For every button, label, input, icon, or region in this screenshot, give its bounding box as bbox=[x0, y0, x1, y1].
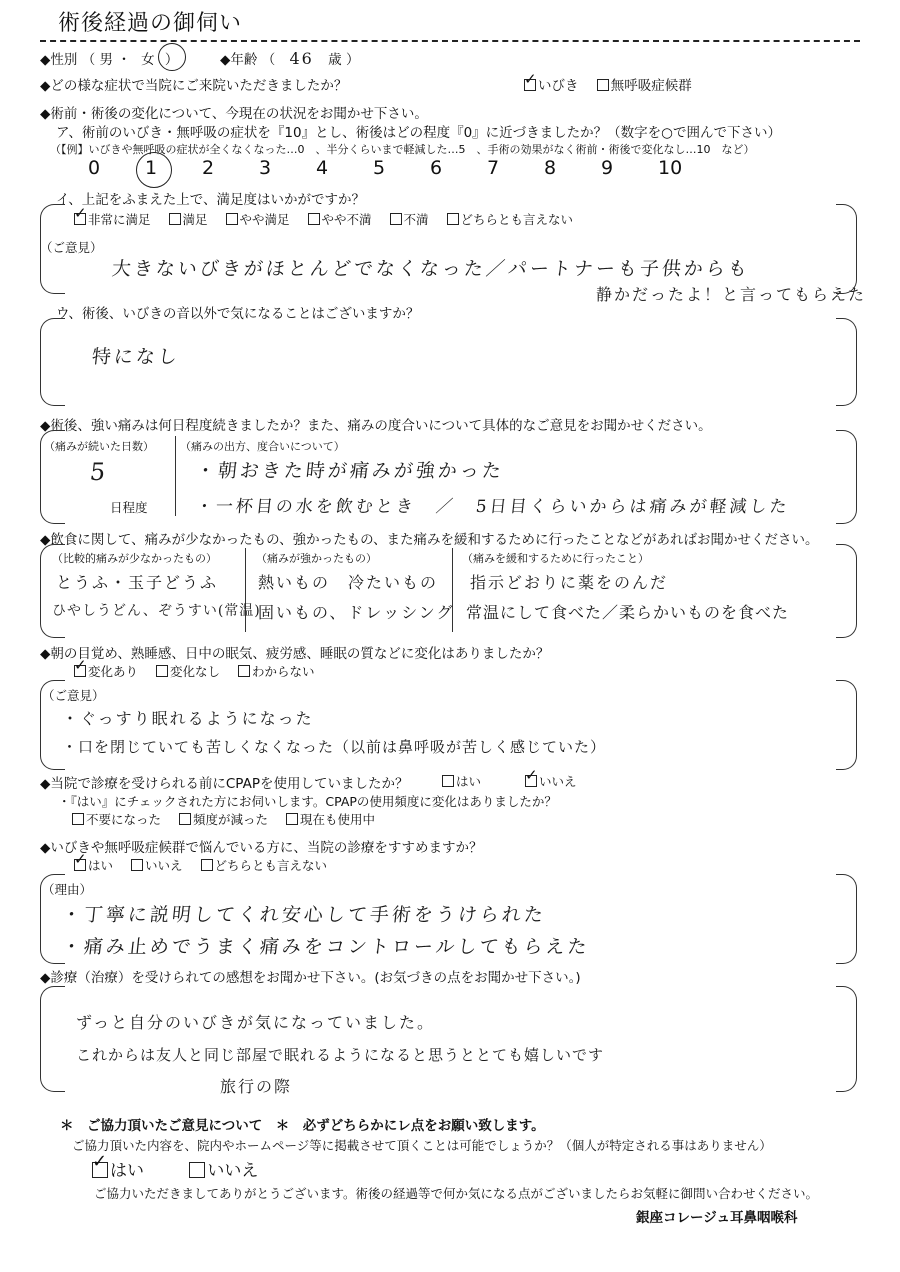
sex-field: ◆性別 （ 男 ・ 女 ） bbox=[40, 52, 179, 68]
symptom-question: ◆どの様な症状で当院にご来院いただきましたか？ bbox=[40, 78, 348, 94]
checkbox-icon[interactable] bbox=[74, 665, 86, 677]
change-example: （【例】いびきや無呼吸の症状が全くなくなった…0 、半分くらいまで軽減した…5 、手術の効果がなく術前・術後で変化なし…10 など） bbox=[50, 143, 755, 156]
checkbox-icon[interactable] bbox=[308, 213, 320, 225]
satisfaction-question: イ、上記をふまえた上で、満足度はいかがですか？ bbox=[56, 192, 366, 208]
recommend-bracket-right bbox=[836, 874, 857, 964]
satisfaction-options bbox=[74, 210, 587, 228]
cpap-sub-options bbox=[72, 810, 389, 828]
symptom-options bbox=[524, 74, 706, 94]
checkbox-icon[interactable] bbox=[238, 665, 250, 677]
food-col1-text-1[interactable]: とうふ・玉子どうふ bbox=[56, 573, 219, 592]
pain-bracket-right bbox=[836, 430, 857, 524]
checkbox-icon[interactable] bbox=[92, 1162, 108, 1178]
cpap-options bbox=[442, 772, 591, 790]
change-scale bbox=[88, 157, 715, 179]
checkbox-icon[interactable] bbox=[74, 859, 86, 871]
sex-option-male[interactable]: 男 bbox=[99, 52, 113, 68]
sleep-bracket-right bbox=[836, 680, 857, 770]
scale-9[interactable]: 9 bbox=[601, 157, 614, 179]
coop-options bbox=[92, 1156, 272, 1181]
checkbox-icon[interactable] bbox=[189, 1162, 205, 1178]
impression-text-2[interactable]: これからは友人と同じ部屋で眠れるようになると思うととても嬉しいです bbox=[76, 1046, 605, 1064]
satisfaction-bracket-right bbox=[836, 204, 857, 294]
recommend-option-neither[interactable]: どちらとも言えない bbox=[201, 856, 328, 874]
recommend-option-yes[interactable]: ✓はい bbox=[74, 856, 113, 874]
scale-0[interactable]: 0 bbox=[88, 157, 101, 179]
scale-1[interactable]: 1 bbox=[145, 157, 158, 179]
sleep-options bbox=[74, 662, 329, 680]
food-col3-text-2[interactable]: 常温にして食べた／柔らかいものを食べた bbox=[466, 603, 790, 622]
recommend-reason-text-1[interactable]: ・丁寧に説明してくれ安心して手術をうけられた bbox=[60, 904, 548, 926]
clinic-name: 銀座コレージュ耳鼻咽喉科 bbox=[636, 1210, 798, 1226]
change-header: ◆術前・術後の変化について、今現在の状況をお聞かせ下さい。 bbox=[40, 106, 428, 122]
food-col1-label: （比較的痛みが少なかったもの） bbox=[52, 552, 217, 565]
checkbox-icon[interactable] bbox=[156, 665, 168, 677]
coop-question: ご協力頂いた内容を、院内やホームページ等に掲載させて頂くことは可能でしょうか？（個人が特定される事はありません） bbox=[72, 1138, 772, 1153]
coop-option-no[interactable]: いいえ bbox=[189, 1156, 258, 1181]
other-concerns-question: ウ、術後、いびきの音以外で気になることはございますか？ bbox=[56, 306, 420, 322]
change-question-a: ア、術前のいびき・無呼吸の症状を『10』とし、術後はどの程度『0』に近づきましたか？（数字を○で囲んで下さい） bbox=[56, 125, 781, 141]
pain-detail-text-1[interactable]: ・朝おきた時が痛みが強かった bbox=[194, 460, 506, 482]
pain-column-divider bbox=[175, 436, 176, 516]
pain-question: ◆術後、強い痛みは何日程度続きましたか？また、痛みの度合いについて具体的なご意見をお聞かせください。 bbox=[40, 418, 712, 434]
cpap-sub-question: ・『はい』にチェックされた方にお伺いします。CPAPの使用頻度に変化はありましたか？ bbox=[58, 794, 557, 809]
satisfaction-option-satisfied[interactable]: 満足 bbox=[169, 210, 208, 228]
checkbox-icon[interactable] bbox=[524, 79, 536, 91]
food-col3-label: （痛みを緩和するために行ったこと） bbox=[462, 552, 649, 565]
scale-3[interactable]: 3 bbox=[259, 157, 272, 179]
food-col3-text-1[interactable]: 指示どおりに薬をのんだ bbox=[470, 573, 669, 592]
pain-detail-text-2[interactable]: ・一杯目の水を飲むとき ／ 5日目くらいからは痛みが軽減した bbox=[194, 497, 791, 517]
scale-8[interactable]: 8 bbox=[544, 157, 557, 179]
coop-title: ＊ ご協力頂いたご意見について ＊ 必ずどちらかにレ点をお願い致します。 bbox=[60, 1118, 545, 1134]
sleep-question: ◆朝の目覚め、熟睡感、日中の眠気、疲労感、睡眠の質などに変化はありましたか？ bbox=[40, 646, 550, 662]
scale-2[interactable]: 2 bbox=[202, 157, 215, 179]
checkbox-icon[interactable] bbox=[201, 859, 213, 871]
scale-6[interactable]: 6 bbox=[430, 157, 443, 179]
impression-text-insert[interactable]: 旅行の際 bbox=[220, 1077, 293, 1096]
food-bracket-right bbox=[836, 544, 857, 638]
sleep-opinion-text-2[interactable]: ・口を閉じていても苦しくなくなった（以前は鼻呼吸が苦しく感じていた） bbox=[62, 738, 607, 756]
satisfaction-opinion-text-cont[interactable]: 静かだったよ！と言ってもらえた bbox=[596, 285, 867, 304]
checkbox-icon[interactable] bbox=[74, 213, 86, 225]
sleep-option-unchanged[interactable]: 変化なし bbox=[156, 662, 220, 680]
symptom-option-snoring[interactable]: ✓ いびき bbox=[524, 74, 579, 94]
cpap-option-reduced[interactable]: 頻度が減った bbox=[179, 810, 268, 828]
pain-detail-label: （痛みの出方、度合いについて） bbox=[180, 440, 345, 453]
pain-days-value[interactable]: 5 bbox=[88, 458, 110, 486]
satisfaction-option-somewhat-dissatisfied[interactable]: やや不満 bbox=[308, 210, 372, 228]
satisfaction-option-dissatisfied[interactable]: 不満 bbox=[390, 210, 429, 228]
cpap-option-yes[interactable]: はい bbox=[442, 772, 481, 790]
cpap-option-not-needed[interactable]: 不要になった bbox=[72, 810, 161, 828]
selected-scale-circle-mark bbox=[136, 152, 172, 188]
impression-text-1[interactable]: ずっと自分のいびきが気になっていました。 bbox=[76, 1013, 436, 1032]
checkbox-icon[interactable] bbox=[447, 213, 459, 225]
satisfaction-opinion-label: （ご意見） bbox=[40, 240, 103, 255]
checkbox-icon[interactable] bbox=[226, 213, 238, 225]
cpap-option-no[interactable]: ✓ いいえ bbox=[525, 772, 577, 790]
satisfaction-option-very-satisfied[interactable]: ✓非常に満足 bbox=[74, 210, 151, 228]
page-title: 術後経過の御伺い bbox=[58, 11, 243, 36]
food-question: ◆飲食に関して、痛みが少なかったもの、強かったもの、また痛みを緩和するために行ったことなどがあればお聞かせください。 bbox=[40, 532, 819, 548]
checkbox-icon[interactable] bbox=[525, 775, 537, 787]
impression-question: ◆診療（治療）を受けられての感想をお聞かせ下さい。(お気づきの点をお聞かせ下さい。) bbox=[40, 970, 581, 986]
age-value[interactable]: 46 bbox=[289, 49, 314, 68]
impression-bracket-right bbox=[836, 986, 857, 1092]
checkbox-icon[interactable] bbox=[390, 213, 402, 225]
recommend-reason-text-2[interactable]: ・痛み止めでうまく痛みをコントロールしてもらえた bbox=[60, 936, 591, 958]
sleep-option-changed[interactable]: ✓変化あり bbox=[74, 662, 138, 680]
scale-10[interactable]: 10 bbox=[658, 157, 683, 179]
recommend-question: ◆いびきや無呼吸症候群で悩んでいる方に、当院の診療をすすめますか？ bbox=[40, 840, 483, 856]
cpap-question: ◆当院で診療を受けられる前にCPAPを使用していましたか？ bbox=[40, 776, 409, 792]
cpap-option-still-using[interactable]: 現在も使用中 bbox=[286, 810, 375, 828]
sleep-option-unknown[interactable]: わからない bbox=[238, 662, 315, 680]
female-circle-mark bbox=[158, 43, 186, 71]
scale-4[interactable]: 4 bbox=[316, 157, 329, 179]
food-col1-text-2[interactable]: ひやしうどん、ぞうすい(常温) bbox=[52, 603, 261, 619]
checkbox-icon[interactable] bbox=[442, 775, 454, 787]
scale-5[interactable]: 5 bbox=[373, 157, 386, 179]
sleep-opinion-text-1[interactable]: ・ぐっすり眠れるようになった bbox=[62, 709, 314, 728]
other-bracket-left bbox=[40, 318, 65, 406]
title-divider bbox=[40, 40, 860, 42]
food-col2-text-2[interactable]: 固いもの、ドレッシング bbox=[258, 603, 455, 622]
scale-7[interactable]: 7 bbox=[487, 157, 500, 179]
recommend-reason-label: （理由） bbox=[42, 882, 93, 897]
other-bracket-right bbox=[836, 318, 857, 406]
checkbox-icon[interactable] bbox=[179, 813, 191, 825]
satisfaction-option-neither[interactable]: どちらとも言えない bbox=[447, 210, 574, 228]
pain-days-unit: 日程度 bbox=[110, 500, 148, 515]
checkbox-icon[interactable] bbox=[597, 79, 609, 91]
satisfaction-option-somewhat-satisfied[interactable]: やや満足 bbox=[226, 210, 290, 228]
impression-bracket-left bbox=[40, 986, 65, 1092]
sex-option-female[interactable]: 女 bbox=[141, 52, 155, 68]
food-col2-text-1[interactable]: 熱いもの 冷たいもの bbox=[258, 573, 439, 592]
coop-option-yes[interactable]: ✓はい bbox=[92, 1156, 144, 1181]
sleep-opinion-label: （ご意見） bbox=[42, 688, 105, 703]
checkbox-icon[interactable] bbox=[169, 213, 181, 225]
recommend-option-no[interactable]: いいえ bbox=[131, 856, 183, 874]
checkbox-icon[interactable] bbox=[131, 859, 143, 871]
thanks-message: ご協力いただきましてありがとうございます。術後の経過等で何か気になる点がございましたらお気軽に御問い合わせください。 bbox=[94, 1186, 819, 1201]
satisfaction-opinion-text[interactable]: 大きないびきがほとんどでなくなった／パートナーも子供からも bbox=[110, 258, 752, 280]
age-field: ◆年齢 （ 46 歳 ） bbox=[220, 49, 360, 68]
symptom-option-apnea[interactable]: 無呼吸症候群 bbox=[597, 74, 692, 94]
checkbox-icon[interactable] bbox=[72, 813, 84, 825]
pain-days-label: （痛みが続いた日数） bbox=[44, 440, 154, 453]
recommend-options bbox=[74, 856, 341, 874]
food-col2-label: （痛みが強かったもの） bbox=[256, 552, 377, 565]
other-concerns-text[interactable]: 特になし bbox=[90, 346, 182, 368]
checkbox-icon[interactable] bbox=[286, 813, 298, 825]
